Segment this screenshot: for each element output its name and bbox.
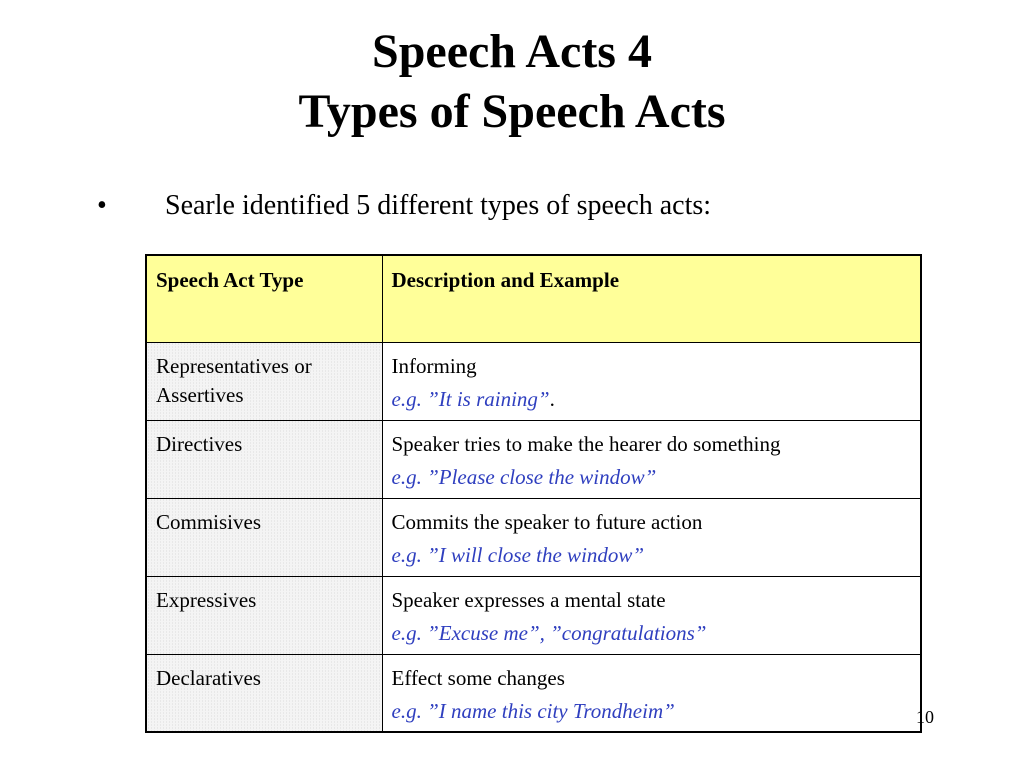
example-text: e.g. ”I will close the window” xyxy=(391,542,645,567)
example-text: e.g. ”I name this city Trondheim” xyxy=(391,698,675,723)
example-line xyxy=(392,697,912,726)
slide-title-line-2: Types of Speech Acts xyxy=(298,85,726,138)
speech-act-type-cell: Expressives xyxy=(146,576,382,654)
speech-act-type-cell: Representatives or Assertives xyxy=(146,342,382,420)
header-description-example: Description and Example xyxy=(382,255,921,342)
description-text: Informing xyxy=(391,353,477,378)
description-cell xyxy=(382,342,921,420)
description-text: Speaker expresses a mental state xyxy=(391,587,666,612)
description-cell xyxy=(382,498,921,576)
table-row xyxy=(146,576,921,654)
example-text: e.g. ”It is raining” xyxy=(391,386,550,411)
speech-acts-table xyxy=(145,254,922,733)
example-line xyxy=(392,541,912,570)
slide-title xyxy=(0,22,1024,142)
example-line xyxy=(392,463,912,492)
example-suffix: . xyxy=(549,386,555,411)
description-text: Commits the speaker to future action xyxy=(391,509,703,534)
bullet-icon: • xyxy=(97,190,107,221)
description-cell xyxy=(382,420,921,498)
bullet-text: Searle identified 5 different types of speech acts: xyxy=(165,190,712,221)
description-cell xyxy=(382,654,921,732)
example-line xyxy=(392,619,912,648)
description-text: Effect some changes xyxy=(391,665,565,690)
page-number: 10 xyxy=(916,707,934,727)
example-text: e.g. ”Excuse me”, ”congratulations” xyxy=(391,620,707,645)
example-line xyxy=(392,385,912,414)
header-speech-act-type: Speech Act Type xyxy=(146,255,382,342)
table-row xyxy=(146,342,921,420)
speech-act-type-cell: Commisives xyxy=(146,498,382,576)
description-text: Speaker tries to make the hearer do something xyxy=(391,431,781,456)
table-row xyxy=(146,654,921,732)
table-row xyxy=(146,420,921,498)
table-row xyxy=(146,498,921,576)
speech-act-type-cell: Declaratives xyxy=(146,654,382,732)
description-cell xyxy=(382,576,921,654)
speech-act-type-cell: Directives xyxy=(146,420,382,498)
example-text: e.g. ”Please close the window” xyxy=(391,464,657,489)
table-header-row xyxy=(146,255,921,342)
slide-title-line-1: Speech Acts 4 xyxy=(372,25,652,78)
